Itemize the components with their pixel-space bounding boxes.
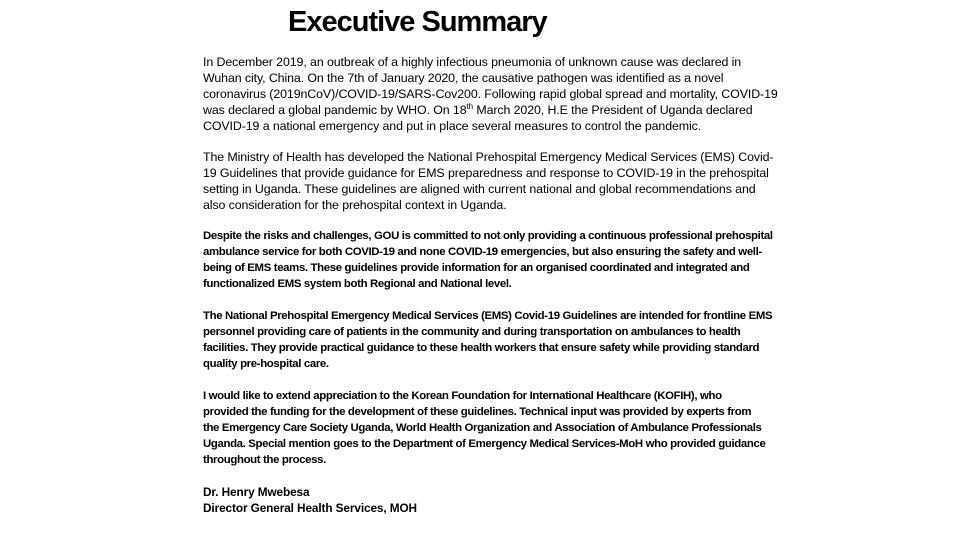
text-line: throughout the process. xyxy=(203,454,326,466)
text-line: Uganda. Special mention goes to the Department of Emergency Medical Services-MoH who provided guidance xyxy=(203,438,766,450)
text-line: setting in Uganda. These guidelines are aligned with current national and global recommendations and xyxy=(203,182,756,196)
paragraph-background xyxy=(203,54,843,134)
text-segment: March 2020, H.E the President of Uganda declared xyxy=(473,103,753,117)
text-line: being of EMS teams. These guidelines provide information for an organised coordinated and integrated and xyxy=(203,262,750,274)
text-line: facilities. They provide practical guidance to these health workers that ensure safety while providing standard xyxy=(203,342,760,354)
text-line: 19 Guidelines that provide guidance for EMS preparedness and response to COVID-19 in the prehospital xyxy=(203,166,769,180)
signature-block xyxy=(203,484,843,516)
signatory-name: Dr. Henry Mwebesa xyxy=(203,485,310,499)
text-line: Despite the risks and challenges, GOU is committed to not only providing a continuous professional prehospital xyxy=(203,230,773,242)
text-line: I would like to extend appreciation to the Korean Foundation for International Healthcare (KOFIH), who xyxy=(203,390,722,402)
text-line: In December 2019, an outbreak of a highly infectious pneumonia of unknown cause was declared in xyxy=(203,55,742,69)
text-line: ambulance service for both COVID-19 and none COVID-19 emergencies, but also ensuring the safety and well- xyxy=(203,246,762,258)
page-title: Executive Summary xyxy=(288,6,547,38)
paragraph-gou-commitment xyxy=(203,228,843,292)
text-line: personnel providing care of patients in the community and during transportation on ambulances to health xyxy=(203,326,741,338)
text-line: also consideration for the prehospital context in Uganda. xyxy=(203,198,507,212)
text-line: quality pre-hospital care. xyxy=(203,358,329,370)
document-body xyxy=(203,54,843,516)
paragraph-intended-audience xyxy=(203,308,843,372)
text-line: COVID-19 a national emergency and put in place several measures to control the pandemic. xyxy=(203,119,702,133)
ordinal-superscript: th xyxy=(466,101,473,111)
text-line-with-superscript xyxy=(203,102,843,118)
paragraph-guidelines-overview xyxy=(203,149,843,213)
signatory-position: Director General Health Services, MOH xyxy=(203,501,417,515)
text-segment: was declared a global pandemic by WHO. On 18 xyxy=(203,103,467,117)
text-line: functionalized EMS system both Regional and National level. xyxy=(203,278,512,290)
text-line: Wuhan city, China. On the 7th of January 2020, the causative pathogen was identified as a novel xyxy=(203,71,724,85)
text-line: the Emergency Care Society Uganda, World Health Organization and Association of Ambulance Professionals xyxy=(203,422,762,434)
text-line: provided the funding for the development of these guidelines. Technical input was provided by experts from xyxy=(203,406,752,418)
text-line: The National Prehospital Emergency Medical Services (EMS) Covid-19 Guidelines are intended for frontline EMS xyxy=(203,310,773,322)
text-line: The Ministry of Health has developed the National Prehospital Emergency Medical Services (EMS) Covid- xyxy=(203,150,774,164)
paragraph-acknowledgements xyxy=(203,388,843,468)
text-line: coronavirus (2019nCoV)/COVID-19/SARS-Cov200. Following rapid global spread and mortality, COVID-19 xyxy=(203,87,778,101)
